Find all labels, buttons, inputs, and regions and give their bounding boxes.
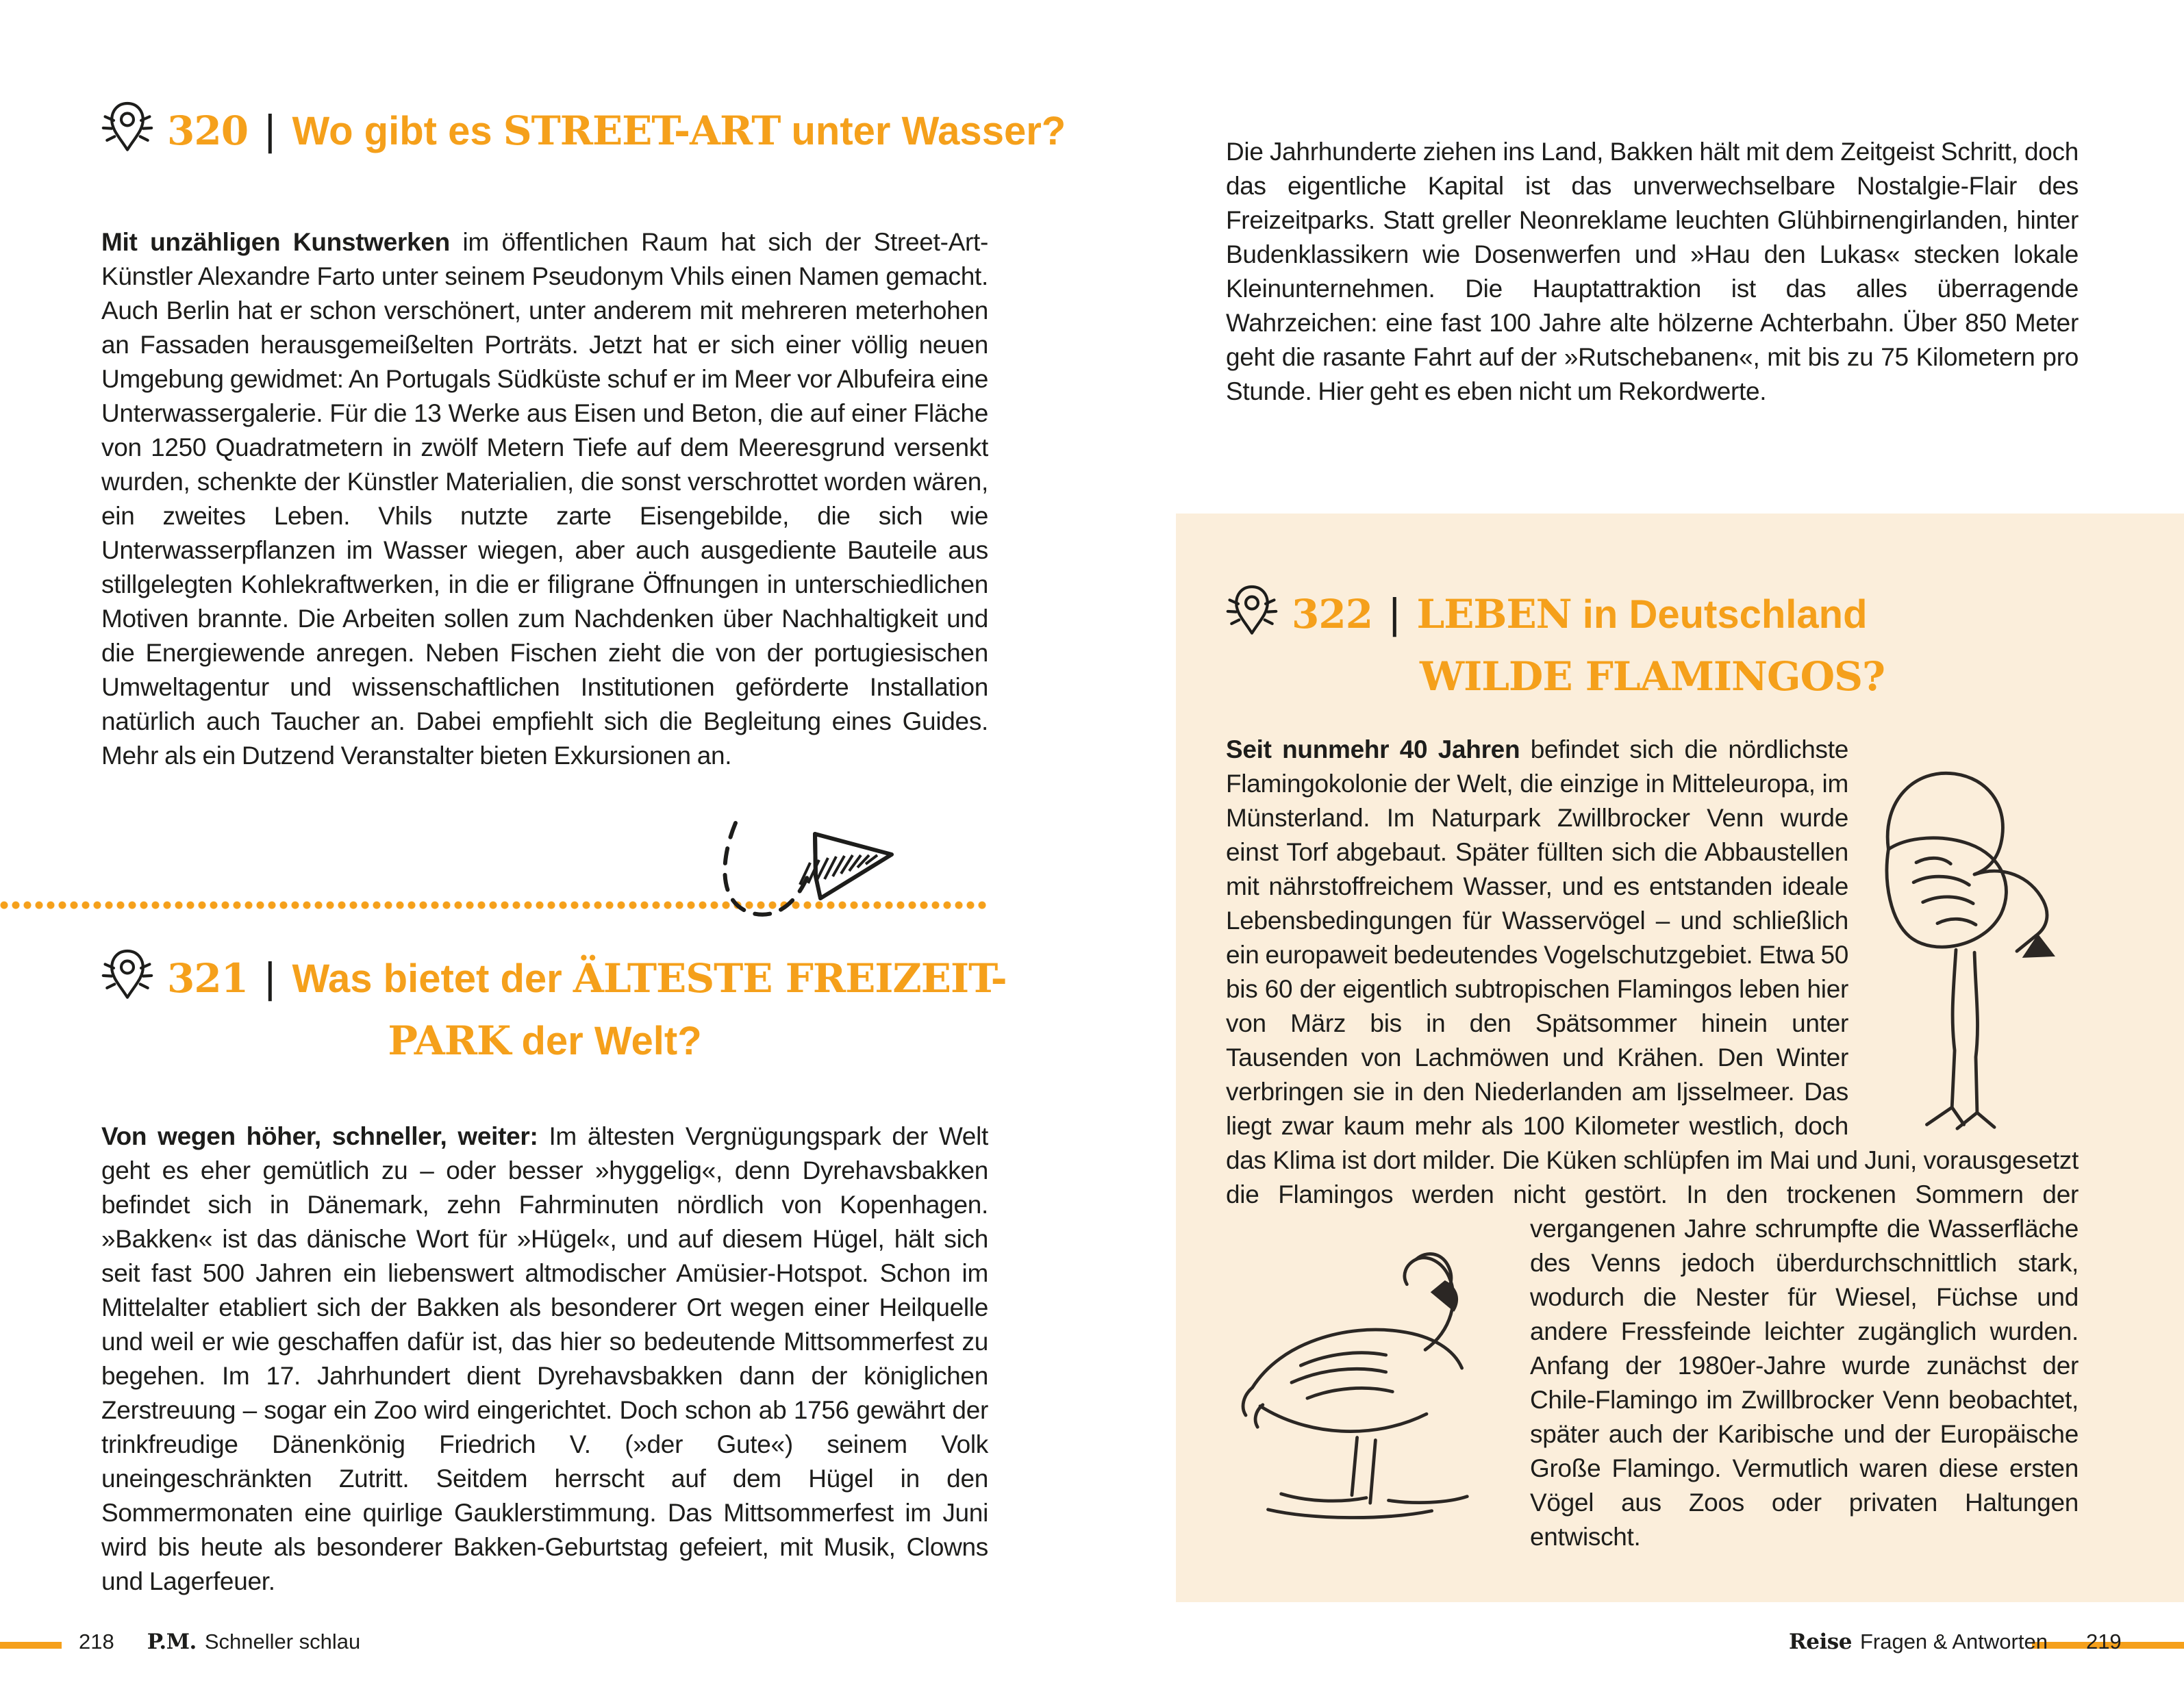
page-number: 218 xyxy=(79,1630,114,1653)
flamingo-head-down-illustration xyxy=(1873,737,2079,1134)
paragraph-text: Die Jahrhunderte ziehen ins Land, Bakken hält mit dem Zeitgeist Schritt, doch das eigentliche Kapital ist das unverwechselbare Nostalgie-Flair des Freizeitparks. Statt greller Neonreklame leuchten Glühbirnengirlanden, hinter Budenklassikern wie Dosenwerfen und »Hau den Lukas« stecken lokale Kleinunternehmen. Die Hauptattraktion ist das alles überragende Wahrzeichen: eine fast 100 Jahre alte hölzerne Achterbahn. Über 850 Meter geht die rasante Fahrt auf der »Rutschebanen«, mit bis zu 75 Kilometern pro Stunde. Hier geht es eben nicht um Rekordwerte. xyxy=(1226,138,2079,405)
map-pin-icon xyxy=(101,96,153,166)
title-emphasis: PARK xyxy=(388,1017,511,1064)
paragraph-lead: Mit unzähligen Kunstwerken xyxy=(101,228,450,256)
question-321-body xyxy=(101,1119,988,1599)
title-text: Was bietet der xyxy=(292,956,573,1001)
footer-section: Fragen & Antworten xyxy=(1859,1630,2048,1653)
footer-section: Schneller schlau xyxy=(204,1630,361,1653)
left-page-footer xyxy=(79,1630,360,1654)
question-number: 320 xyxy=(167,107,249,154)
footer-brand: P.M. xyxy=(147,1630,197,1654)
page-number: 219 xyxy=(2085,1630,2122,1653)
question-322-body xyxy=(1226,733,2079,1554)
question-322-title-line1 xyxy=(1292,590,1868,639)
question-321-title-line2 xyxy=(101,1017,988,1065)
question-322-title-line2 xyxy=(1226,652,2079,701)
question-320-body xyxy=(101,225,988,773)
question-320-heading xyxy=(101,96,1066,166)
flamingo-in-water-illustration xyxy=(1226,1220,1507,1521)
page-edge-accent-bar xyxy=(0,1642,62,1649)
paragraph-text: im öffentlichen Raum hat sich der Street-Art-Künstler Alexandre Farto unter seinem Pseudonym Vhils einen Namen gemacht. Auch Berlin hat er schon verschönert, unter anderem mit mehreren meterhohen an Fassaden herausgemeißelten Porträts. Jetzt hat er sich einer völlig neuen Umgebung gewidmet: An Portugals Südküste schuf er im Meer vor Albufeira eine Unterwassergalerie. Für die 13 Werke aus Eisen und Beton, die auf einer Fläche von 1250 Quadratmetern in zwölf Metern Tiefe auf dem Meeresgrund versenkt wurden, schenkte der Künstler Materialien, die sonst verschrottet worden wären, ein zweites Leben. Vhils nutzte zarte Eisengebilde, die sich wie Unterwasserpflanzen im Wasser wiegen, aber auch ausgediente Bauteile aus stillgelegten Kohlekraftwerken, in die er filigrane Öffnungen in unterschiedlichen Motiven brannte. Die Arbeiten sollen zum Nachdenken über Nachhaltigkeit und die Energiewende anregen. Neben Fischen zieht die von der portugiesischen Umweltagentur und wissenschaftlichen Institutionen geförderte Installation natürlich auch Taucher an. Dabei empfiehlt sich die Begleitung eines Guides. Mehr als ein Dutzend Veranstalter bieten Exkursionen an. xyxy=(101,228,988,770)
question-321-title-line1 xyxy=(167,954,1007,1003)
question-320-title xyxy=(167,107,1066,155)
paragraph-lead: Von wegen höher, schneller, weiter: xyxy=(101,1122,538,1150)
title-emphasis: STREET-ART xyxy=(503,107,781,154)
title-text: unter Wasser? xyxy=(780,109,1066,153)
paragraph-text: befindet sich die nördlichste Flamingokolonie der Welt, die einzige in Mitteleuropa, im Münsterland. Im Naturpark Zwillbrocker Venn wurde einst Torf abgebaut. Später füllten sich die Abbaustellen mit nährstoffreichem Wasser, und es entstanden ideale Lebensbedingungen für Wasservögel – und schließlich ein europaweit bedeutendes Vogelschutzgebiet. Etwa 50 bis 60 der eigentlich subtropischen Flamingos leben hier von März bis in den Spätsommer hinein unter Tausenden von Lachmöwen und Krähen. Den Winter verbringen sie in den Niederlanden am Ijsselmeer. Das liegt zwar kaum mehr als 100 Kilometer westlich, doch das Klima ist dort milder. Die Küken schlüpfen im Mai und Juni, vorausgesetzt die Flamingos werden nicht gestört. In den trockenen Sommern der vergangenen xyxy=(1226,735,2079,1243)
paragraph-text: Jahre schrumpfte die Wasserfläche des Venns jedoch überdurchschnittlich stark, wodurch die Nester für Wiesel, Füchse und andere Fressfeinde leichter zugänglich wurden. Anfang der 1980er-Jahre wurde zunächst der Chile-Flamingo im Zwillbrocker Venn beobachtet, später auch der Karibische und der Europäische Große Flamingo. Vermutlich waren diese ersten Vögel aus Zoos oder privaten Haltungen entwischt. xyxy=(1530,1215,2079,1551)
question-322-heading xyxy=(1226,579,2079,650)
title-text: der Welt? xyxy=(510,1019,702,1063)
title-emphasis: WILDE FLAMINGOS? xyxy=(1420,653,1885,700)
right-page-footer xyxy=(1789,1630,2122,1654)
footer-brand: Reise xyxy=(1789,1630,1852,1654)
heading-separator: | xyxy=(264,954,276,1002)
paragraph-lead: Seit nunmehr 40 Jahren xyxy=(1226,735,1520,763)
title-text: Wo gibt es xyxy=(292,109,503,153)
heading-separator: | xyxy=(264,107,276,154)
title-emphasis: LEBEN xyxy=(1416,591,1572,637)
question-321-continuation xyxy=(1226,135,2079,409)
paragraph-text: Im ältesten Vergnügungspark der Welt geht es eher gemütlich zu – oder besser »hyggelig«, denn Dyrehavsbakken befindet sich in Dänemark, zehn Fahrminuten nördlich von Kopenhagen. »Bakken« ist das dänische Wort für »Hügel«, und auf diesem Hügel, hält sich seit fast 500 Jahren ein liebenswert altmodischer Amüsier-Hotspot. Schon im Mittelalter etabliert sich der Bakken als besonderer Ort wegen einer Heilquelle und weil er wie geschaffen dafür ist, das hier so bedeutende Mittsommerfest zu begehen. Im 17. Jahrhundert dient Dyrehavsbakken dann der königlichen Zerstreuung – sogar ein Zoo wird eingerichtet. Doch schon ab 1756 gewährt der trinkfreudige Dänenkönig Friedrich V. (»der Gute«) seinem Volk uneingeschränkten Zutritt. Seitdem herrscht auf dem Hügel in den Sommermonaten eine quirlige Gauklerstimmung. Das Mittsommerfest im Juni wird bis heute als besonderer Bakken-Geburtstag gefeiert, mit Musik, Clowns und Lagerfeuer. xyxy=(101,1122,988,1595)
map-pin-icon xyxy=(1226,579,1278,650)
question-322-box xyxy=(1176,514,2184,1602)
title-emphasis: ÄLTESTE FREIZEIT- xyxy=(573,955,1007,1002)
question-number: 322 xyxy=(1292,591,1373,637)
heading-separator: | xyxy=(1389,590,1401,637)
map-pin-icon xyxy=(101,943,153,1014)
question-number: 321 xyxy=(167,955,249,1002)
paper-plane-doodle xyxy=(712,815,904,941)
question-321-heading xyxy=(101,943,1007,1065)
title-text: in Deutschland xyxy=(1571,592,1868,637)
